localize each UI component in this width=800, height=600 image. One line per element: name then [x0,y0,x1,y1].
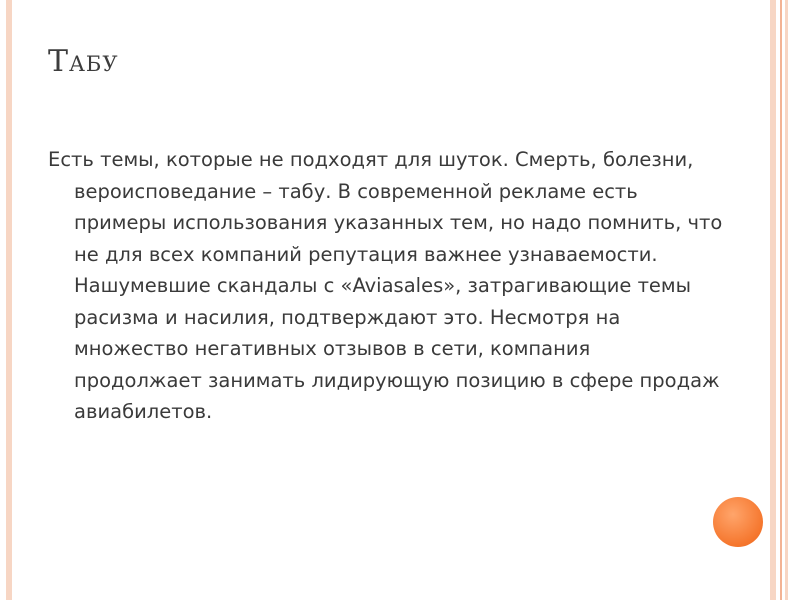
right-frame-border [770,0,776,600]
right-frame-line [780,0,782,600]
left-frame-border [6,0,12,600]
orange-circle-decoration [713,497,763,547]
right-frame-line-outer [785,0,788,600]
slide-title: Табу [48,44,119,79]
slide-body-text: Есть темы, которые не подходят для шуток. Смерть, болезни, вероисповедание – табу. В современной рекламе есть примеры использования указанных тем, но надо помнить, что не для всех компаний репутация важнее узнаваемости. Нашумевшие скандалы с «Aviasales», затрагивающие темы расизма и насилия, подтверждают это. Несмотря на множество негативных отзывов в сети, компания продолжает занимать лидирующую позицию в сфере продаж авиабилетов. [48,148,723,423]
